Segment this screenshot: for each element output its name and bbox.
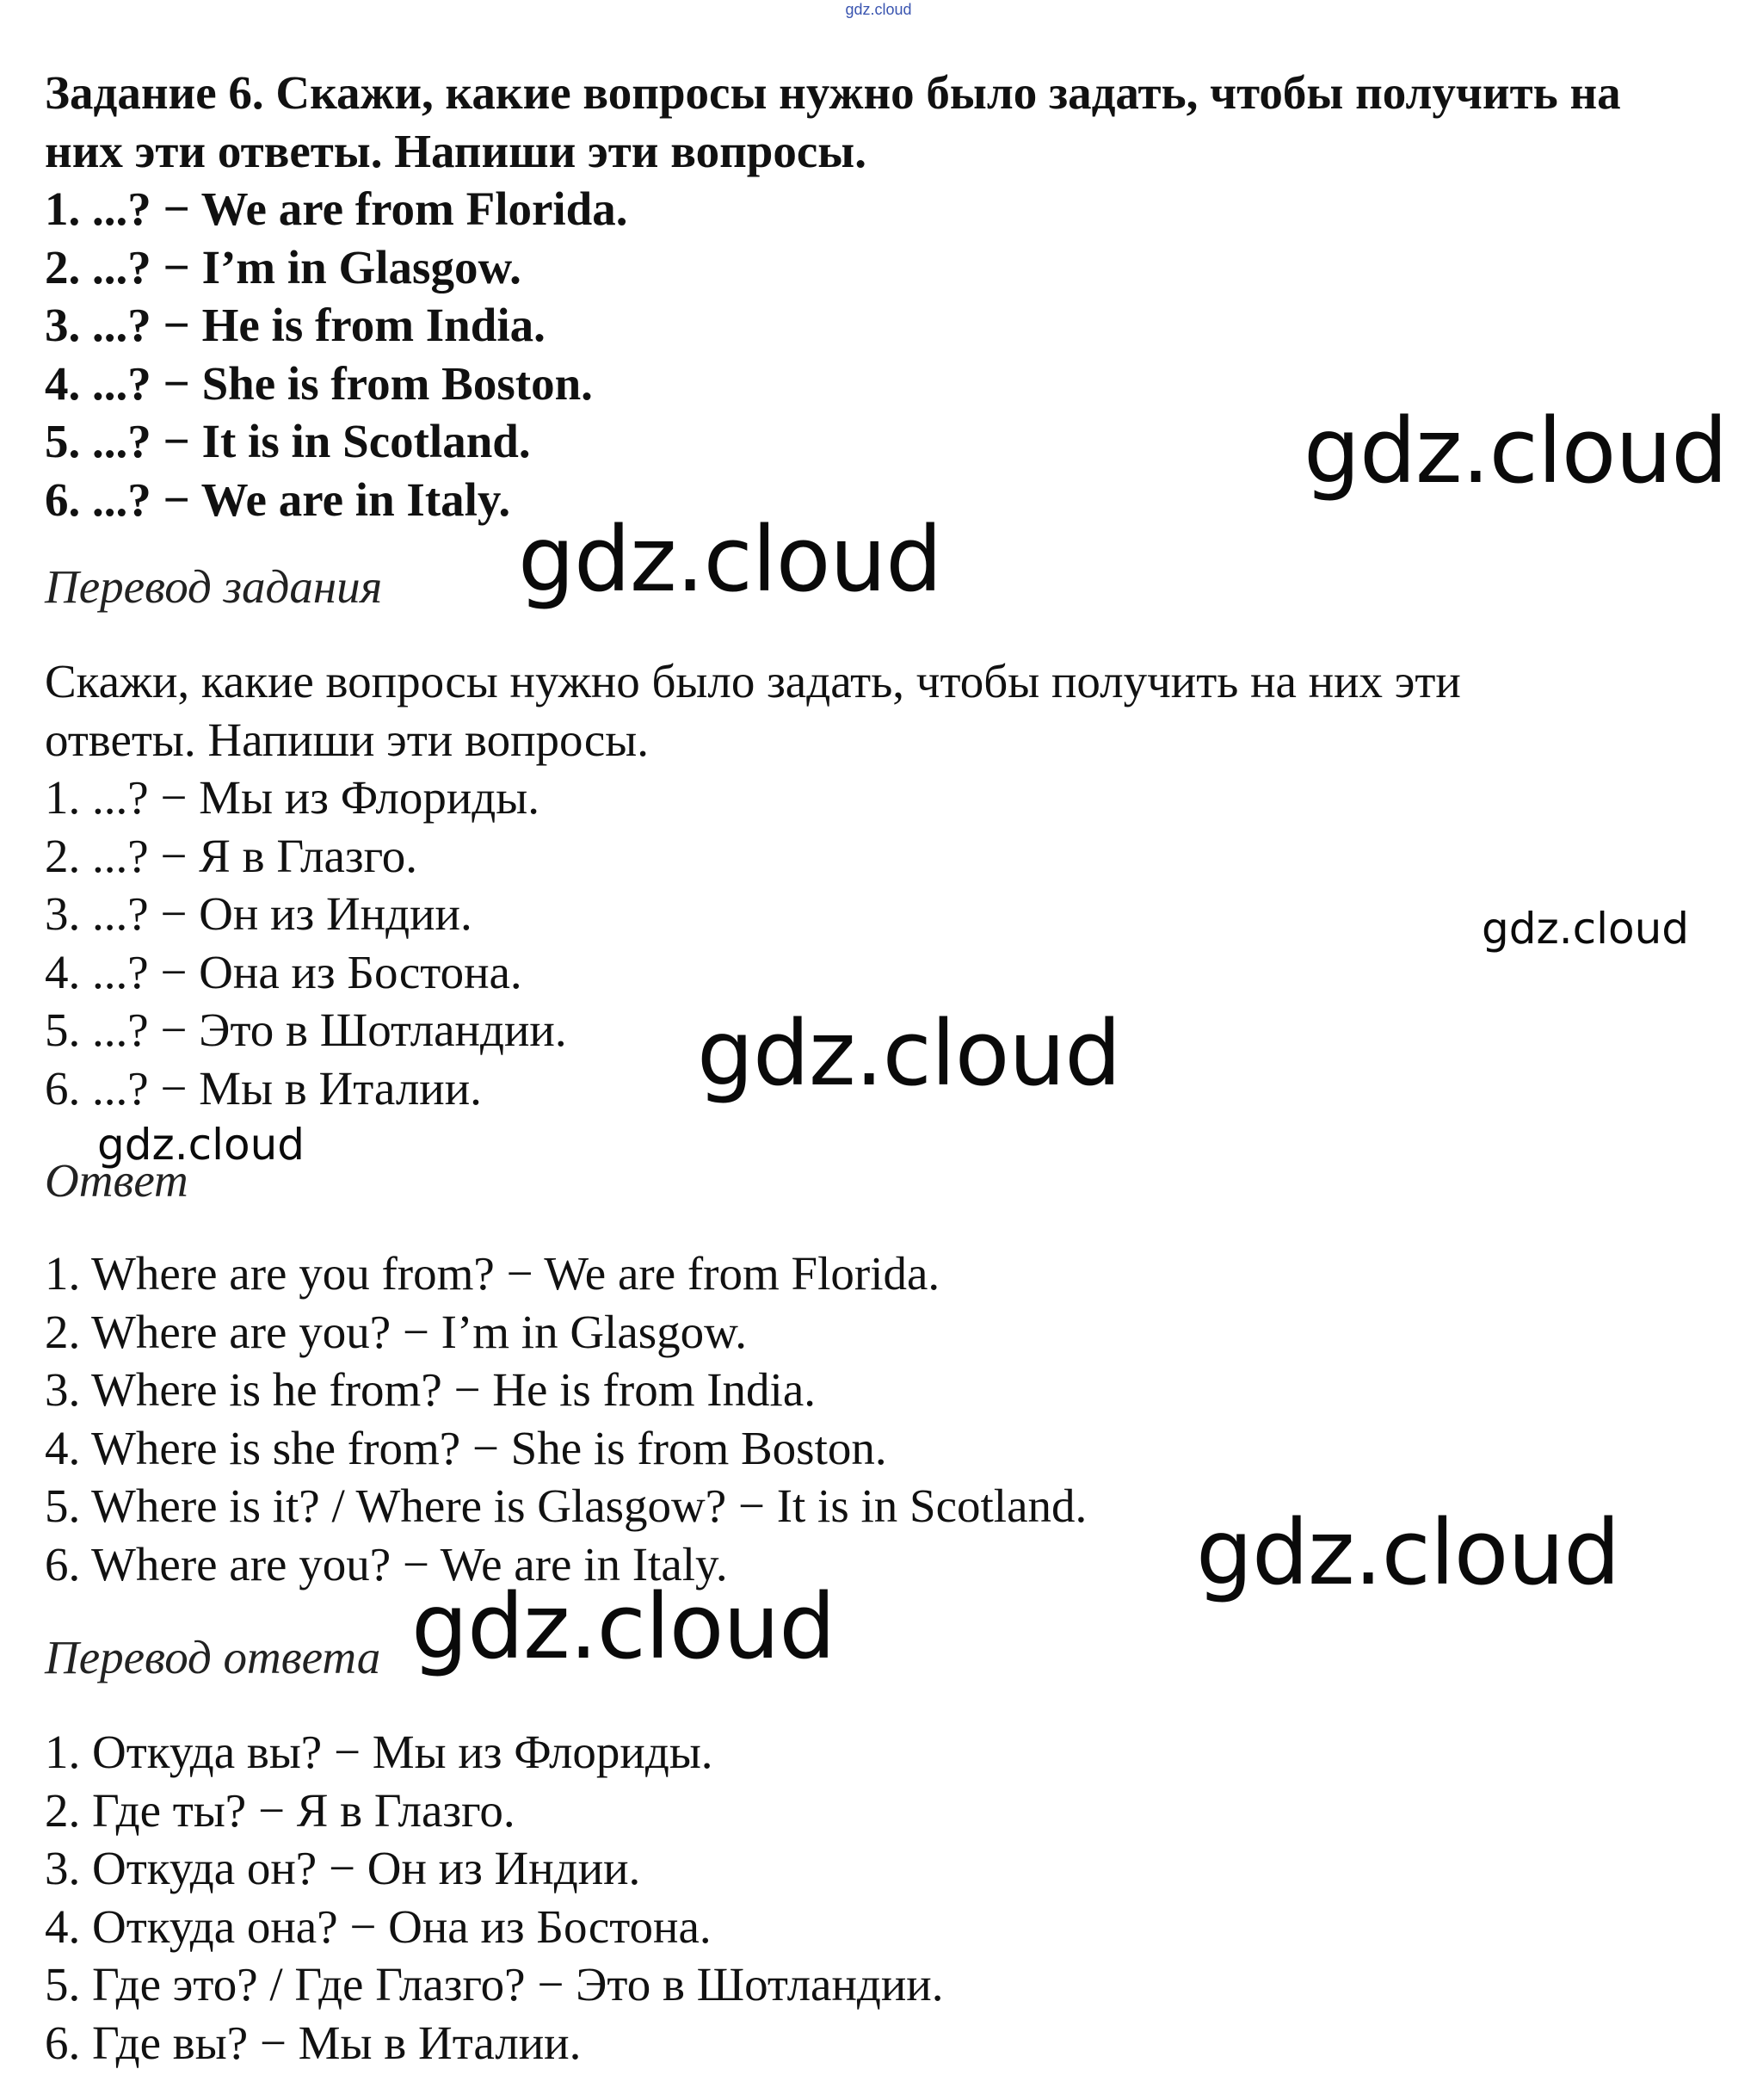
translation-item: 1. ...? − Мы из Флориды. <box>45 771 539 824</box>
translation-item: 3. ...? − Он из Индии. <box>45 887 472 940</box>
answer-translation-item: 4. Откуда она? − Она из Бостона. <box>45 1899 712 1953</box>
translation-item: 4. ...? − Она из Бостона. <box>45 945 522 998</box>
answer-heading: Ответ <box>45 1154 188 1207</box>
watermark: gdz.cloud <box>1482 904 1690 954</box>
watermark: gdz.cloud <box>697 1001 1121 1106</box>
watermark: gdz.cloud <box>1304 398 1728 503</box>
watermark: gdz.cloud <box>97 1120 305 1170</box>
translation-intro-line: ответы. Напиши эти вопросы. <box>45 713 650 766</box>
task-item: 3. ...? − He is from India. <box>45 299 546 351</box>
answer-item: 4. Where is she from? − She is from Boston. <box>45 1421 887 1474</box>
translation-item: 2. ...? − Я в Глазго. <box>45 829 418 882</box>
watermark: gdz.cloud <box>411 1574 835 1679</box>
answer-item: 2. Where are you? − I’m in Glasgow. <box>45 1305 748 1358</box>
top-site-mark: gdz.cloud <box>845 1 912 18</box>
answer-translation-item: 3. Откуда он? − Он из Индии. <box>45 1842 641 1894</box>
task-item: 5. ...? − It is in Scotland. <box>45 415 531 467</box>
translation-intro-line: Скажи, какие вопросы нужно было задать, чтобы получить на них эти <box>45 655 1461 707</box>
translation-item: 6. ...? − Мы в Италии. <box>45 1061 482 1115</box>
task-item: 2. ...? − I’m in Glasgow. <box>45 240 521 293</box>
answer-translation-block <box>45 1723 1731 2072</box>
task-heading-line: них эти ответы. Напиши эти вопросы. <box>45 124 866 177</box>
task-item: 6. ...? − We are in Italy. <box>45 472 511 526</box>
translation-item: 5. ...? − Это в Шотландии. <box>45 1004 567 1056</box>
answer-translation-item: 2. Где ты? − Я в Глазго. <box>45 1783 515 1837</box>
answer-translation-item: 5. Где это? / Где Глазго? − Это в Шотландии. <box>45 1958 944 2010</box>
answer-translation-heading: Перевод ответа <box>45 1631 381 1683</box>
answer-item: 3. Where is he from? − He is from India. <box>45 1363 816 1416</box>
task-item: 4. ...? − She is from Boston. <box>45 356 593 410</box>
translation-heading: Перевод задания <box>45 560 383 613</box>
watermark: gdz.cloud <box>1196 1500 1620 1605</box>
answer-item: 1. Where are you from? − We are from Florida. <box>45 1247 940 1300</box>
answer-translation-item: 6. Где вы? − Мы в Италии. <box>45 2016 582 2069</box>
task-heading-line: Задание 6. Скажи, какие вопросы нужно было задать, чтобы получить на <box>45 66 1621 119</box>
answer-item: 5. Where is it? / Where is Glasgow? − It is in Scotland. <box>45 1479 1088 1532</box>
task-item: 1. ...? − We are from Florida. <box>45 182 628 235</box>
watermark: gdz.cloud <box>518 507 942 612</box>
answer-translation-item: 1. Откуда вы? − Мы из Флориды. <box>45 1726 713 1778</box>
answer-item: 6. Where are you? − We are in Italy. <box>45 1537 728 1590</box>
